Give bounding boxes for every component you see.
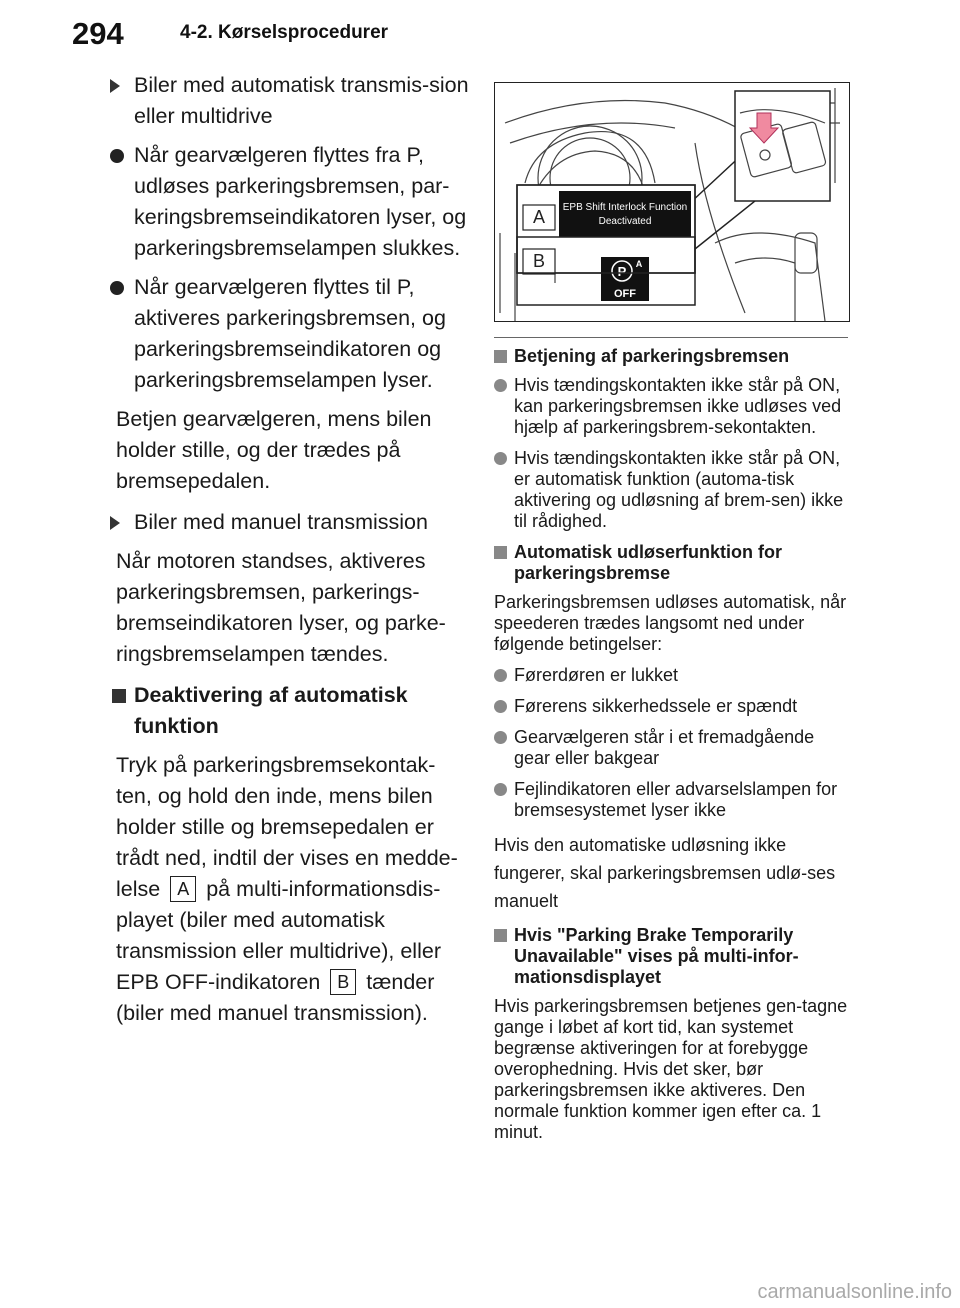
display-message-line1: EPB Shift Interlock Function [562,202,688,213]
list-item-text: Når gearvælgeren flyttes til P, aktiveres parkeringsbremsen, og parkeringsbremseindikatoren og parkeringsbremselampen lyser. [134,275,446,392]
paragraph-text: Tryk på parkeringsbremsekontak-ten, og hold den inde, mens bilen holder stille og bremsepedalen er trådt ned, indtil der vises en medde-lelse [116,753,458,901]
bullet-icon [494,452,507,465]
paragraph: Hvis den automatiske udløsning ikke fungerer, skal parkeringsbremsen udlø-ses manuelt [494,835,836,911]
divider [494,337,848,338]
figure-label-b: B [532,251,546,271]
square-bullet-icon [494,350,507,363]
dashboard-drawing [495,83,849,321]
list-item [494,727,854,769]
list-item [100,140,470,264]
epb-icon-a: A [635,259,643,269]
callout-a: A [170,876,196,902]
arrow-icon [110,79,120,93]
list-item-text: Fejlindikatoren eller advarselslampen for bremsesystemet lyser ikke [514,779,838,820]
figure-label-a: A [532,207,546,227]
list-item [494,448,854,532]
dashboard-illustration [494,82,850,322]
right-column [494,346,854,1153]
arrow-icon [110,516,120,530]
watermark-text: carmanualsonline.info [757,1281,952,1303]
chapter-title: 4-2. Kørselsprocedurer [180,22,389,43]
square-bullet-icon [494,929,507,942]
display-message-line2: Deactivated [598,216,652,227]
paragraph: Når motoren standses, aktiveres parkeringsbremsen, parkerings-bremseindikatoren lyser, og parke-ringsbremselampen tændes. [116,549,446,666]
paragraph-text: på multi-informationsdis-playet (biler med automatisk transmission eller multidrive), eller EPB OFF-indikatoren [116,877,441,994]
paragraph: Betjen gearvælgeren, mens bilen holder stille, og der trædes på bremsepedalen. [116,407,432,493]
bullet-icon [494,379,507,392]
section-heading [100,680,470,742]
list-item [100,272,470,396]
paragraph: Parkeringsbremsen udløses automatisk, når speederen trædes langsomt ned under følgende betingelser: [494,592,847,654]
bullet-icon [494,731,507,744]
list-item-text: Førerdøren er lukket [514,665,679,685]
bullet-icon [494,700,507,713]
bullet-icon [494,783,507,796]
list-item [494,375,854,438]
epb-icon-p: P [617,264,627,279]
left-column [100,70,470,1039]
list-item [494,779,854,821]
list-item [494,696,854,717]
section-heading [494,925,854,988]
list-item-text: Førerens sikkerhedssele er spændt [514,696,798,716]
paragraph-with-callouts [116,750,470,1029]
section-heading-text: Hvis "Parking Brake Temporarily Unavailable" vises på multi-infor-mationsdisplayet [514,925,799,987]
bullet-icon [110,149,124,163]
paragraph-text: tænder (biler med manuel transmission). [116,970,435,1025]
callout-b: B [330,969,356,995]
square-bullet-icon [494,546,507,559]
subsection-text: Biler med automatisk transmis-sion eller multidrive [134,73,469,128]
page-number: 294 [72,16,124,51]
page-header [0,0,960,70]
section-heading-text: Automatisk udløserfunktion for parkeringsbremse [514,542,783,583]
bullet-icon [110,281,124,295]
subsection-text: Biler med manuel transmission [134,510,428,534]
list-item-text: Hvis tændingskontakten ikke står på ON, er automatisk funktion (automa-tisk aktivering og udløsning af brem-sen) ikke til rådighed. [514,448,844,531]
paragraph: Hvis parkeringsbremsen betjenes gen-tagne gange i løbet af kort tid, kan systemet begrænse aktiveringen for at forebygge overophedning. Hvis det sker, bør parkeringsbremsen ikke aktiveres. Den normale funktion kommer igen efter ca. 1 minut. [494,996,848,1142]
bullet-icon [494,669,507,682]
list-item-text: Hvis tændingskontakten ikke står på ON, kan parkeringsbremsen ikke udløses ved hjælp af parkeringsbrem-sekontakten. [514,375,842,437]
square-bullet-icon [112,689,126,703]
list-item-text: Når gearvælgeren flyttes fra P, udløses parkeringsbremsen, par-keringsbremseindikatoren lyser, og parkeringsbremselampen slukkes. [134,143,467,260]
subsection-automatic [100,70,470,132]
list-item-text: Gearvælgeren står i et fremadgående gear eller bakgear [514,727,815,768]
epb-icon-off: OFF [614,288,636,300]
section-heading-text: Betjening af parkeringsbremsen [514,346,790,366]
section-heading-text: Deaktivering af automatisk funktion [134,683,408,738]
section-heading [494,542,854,584]
subsection-manual [100,507,470,538]
section-heading [494,346,854,367]
list-item [494,665,854,686]
